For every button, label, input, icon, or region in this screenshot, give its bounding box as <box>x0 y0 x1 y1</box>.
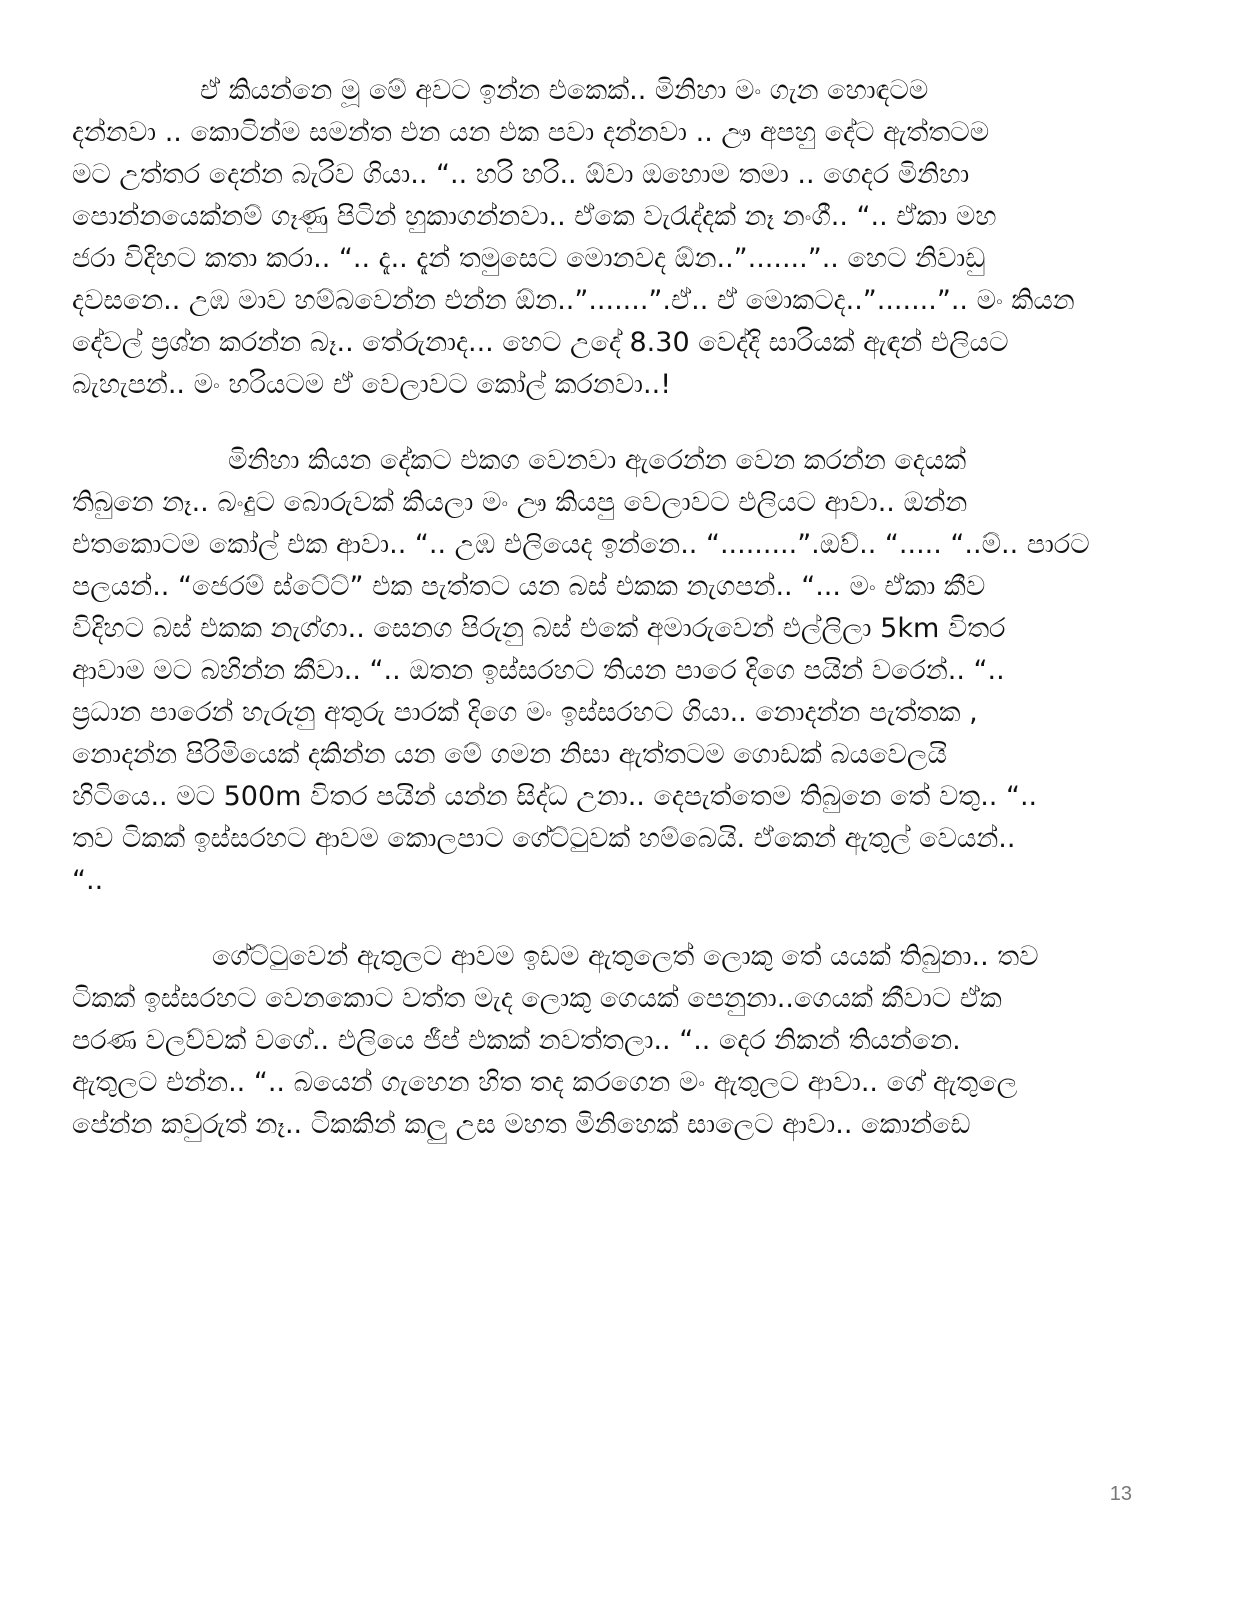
paragraph-line: තිබුනෙ නෑ.. බංදුට බොරුවක් කියලා මං ඌ කියපු වෙලාවට එලියට ආවා.. ඔන්න <box>72 487 968 518</box>
body-text <box>72 70 1152 1146</box>
paragraph-line: ටිකක් ඉස්සරහට වෙනකොට වත්ත මැද ලොකු ගෙයක් පෙනුනා..ගෙයක් කීවාට ඒක <box>72 983 1002 1014</box>
paragraph-line: පේන්න කවුරුත් නෑ.. ටිකකින් කලු උස මහත මිනිහෙක් සාලෙට ආවා.. කොන්ඩෙ <box>72 1109 971 1140</box>
paragraph-line: පලයන්.. “ජෙරම් ස්ටේට්” එක පැත්තට යන බස් එකක නැගපන්.. “... මං ඒකා කීව <box>72 571 986 602</box>
paragraph-line: විදිහට බස් එකක නැග්ගා.. සෙනග පිරුනු බස් එකේ අමාරුවෙන් එල්ලිලා 5km විතර <box>72 613 1006 644</box>
page-number: 13 <box>1109 1483 1132 1505</box>
paragraph-line: නොදන්න පිරිමියෙක් දකින්න යන මේ ගමන නිසා ඇත්තටම ගොඩක් බයවෙලයි <box>72 739 947 770</box>
paragraph-line: ඒ කියන්නෙ මූ මේ අවට ඉන්න එකෙක්.. මිනිහා මං ගැන හොඳටම <box>200 75 929 106</box>
paragraph-3 <box>72 936 1152 1146</box>
paragraph-line: ඇතුලට එන්න.. “.. බයෙන් ගැහෙන හිත තද කරගෙන මං ඇතුලට ආවා.. ගේ ඇතුලෙ <box>72 1067 1018 1098</box>
paragraph-line: දේවල් ප්‍රශ්න කරන්න බෑ.. තේරුනාද... හෙට උදේ 8.30 වෙද්දි සාරියක් ඇඳන් එලියට <box>72 327 1009 358</box>
paragraph-line: තව ටිකක් ඉස්සරහට ආවම කොලපාට ගේට්ටුවක් හම්බෙයි. ඒකෙන් ඇතුල් වෙයන්.. <box>72 823 1016 854</box>
paragraph-line: එතකොටම කෝල් එක ආවා.. “.. උඹ එලියෙද ඉන්නෙ.. “.........”.ඔව්.. “..... “..ම්.. පාරට <box>72 529 1090 560</box>
paragraph-line: දවසනෙ.. උඹ මාව හම්බවෙන්න එන්න ඕන..”.......”.ඒ.. ඒ මොකටද..”.......”.. මං කියන <box>72 285 1075 316</box>
paragraph-line: හිටියෙ.. මට 500m විතර පයින් යන්න සිද්ධ උනා.. දෙපැත්තෙම තිබුනෙ තේ වතු.. “.. <box>72 781 1038 812</box>
paragraph-line: පරණ වලව්වක් වගේ.. එලියෙ ජීප් එකක් නවත්තලා.. “.. දෙර නිකන් තියන්නෙ. <box>72 1025 961 1056</box>
paragraph-line: ආවාම මට බහින්න කීවා.. “.. ඔතන ඉස්සරහට තියන පාරෙ දිගෙ පයින් වරෙන්.. “.. <box>72 655 1005 686</box>
paragraph-line: මට උත්තර දෙන්න බැරිව ගියා.. “.. හරි හරි.. ඕවා ඔහොම තමා .. ගෙදර මිනිහා <box>72 159 970 190</box>
paragraph-line: ප්‍රධාන පාරෙන් හැරුනු අතුරු පාරක් දිගෙ මං ඉස්සරහට ගියා.. නොදන්න පැත්තක , <box>72 697 978 728</box>
paragraph-line: “.. <box>72 865 104 896</box>
paragraph-line: දන්නවා .. කොටින්ම සමන්ත එන යන එක පවා දන්නවා .. ඌ අපහු දේට ඇත්තටම <box>72 117 990 148</box>
paragraph-line: ජරා විදිහට කතා කරා.. “.. දැ.. දැන් තමුසෙට මොනවද ඕන..”.......”.. හෙට නිවාඩු <box>72 243 986 274</box>
paragraph-1 <box>72 70 1152 406</box>
paragraph-line: බැහැපන්.. මං හරියටම ඒ වෙලාවට කෝල් කරනවා..! <box>72 369 672 400</box>
paragraph-line: පොන්නයෙක්නම් ගෑණු පිටින් හුකාගන්නවා.. ඒකෙ වැරැද්දක් නෑ නංගී.. “.. ඒකා මහ <box>72 201 997 232</box>
paragraph-line: මිනිහා කියන දේකට එකග වෙනවා ඇරෙන්න වෙන කරන්න දෙයක් <box>228 445 967 476</box>
paragraph-line: ගේට්ටුවෙන් ඇතුලට ආවම ඉඩම ඇතුලෙත් ලොකු තේ යයක් තිබුනා.. තව <box>212 941 1039 972</box>
paragraph-2 <box>72 440 1152 902</box>
